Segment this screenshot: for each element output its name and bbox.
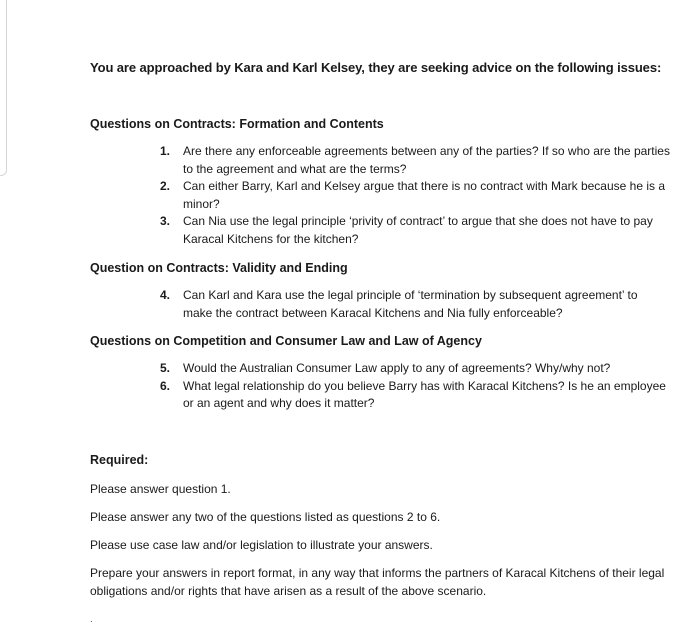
question-number: 3. <box>160 214 171 228</box>
page-edge <box>0 0 7 176</box>
question-list-validity <box>160 287 670 322</box>
required-line-1: Please answer question 1. <box>90 482 231 496</box>
section-heading-formation: Questions on Contracts: Formation and Contents <box>90 117 384 131</box>
question-text: Are there any enforceable agreements between any of the parties? If so who are the parties to the agreement and what are the terms? <box>183 144 670 176</box>
question-number: 6. <box>160 378 171 393</box>
question-text: Would the Australian Consumer Law apply to any of agreements? Why/why not? <box>183 361 611 375</box>
required-line-4: Prepare your answers in report format, in any way that informs the partners of Karacal Kitchens of their legal obligations and/or rights that have arisen as a result of the above scenario. <box>90 566 665 598</box>
question-item-6 <box>160 378 670 413</box>
question-item-3 <box>160 213 670 248</box>
question-list-competition <box>160 360 670 413</box>
section-heading-competition: Questions on Competition and Consumer Law and Law of Agency <box>90 334 482 348</box>
section-heading-validity: Question on Contracts: Validity and Ending <box>90 261 348 275</box>
required-line-2: Please answer any two of the questions listed as questions 2 to 6. <box>90 510 441 524</box>
question-text: What legal relationship do you believe Barry has with Karacal Kitchens? Is he an employee or an agent and why does it matter? <box>183 378 666 410</box>
question-item-2 <box>160 178 670 213</box>
question-number: 4. <box>160 288 171 302</box>
question-item-1 <box>160 143 670 178</box>
question-number: 1. <box>160 144 171 158</box>
question-number: 5. <box>160 361 171 375</box>
required-heading: Required: <box>90 453 149 467</box>
question-list-formation <box>160 143 670 248</box>
required-line-3: Please use case law and/or legislation to illustrate your answers. <box>90 538 433 552</box>
question-number: 2. <box>160 179 171 193</box>
intro-paragraph: You are approached by Kara and Karl Kelsey, they are seeking advice on the following issues: <box>90 60 662 75</box>
question-item-5 <box>160 360 670 378</box>
question-text: Can Nia use the legal principle ‘privity of contract’ to argue that she does not have to pay Karacal Kitchens for the kitchen? <box>183 214 653 246</box>
question-item-4 <box>160 287 670 322</box>
question-text: Can either Barry, Karl and Kelsey argue that there is no contract with Mark because he is a minor? <box>183 179 666 211</box>
question-text: Can Karl and Kara use the legal principle of ‘termination by subsequent agreement’ to make the contract between Karacal Kitchens and Nia fully enforceable? <box>183 288 638 320</box>
stray-mark: . <box>90 614 93 625</box>
